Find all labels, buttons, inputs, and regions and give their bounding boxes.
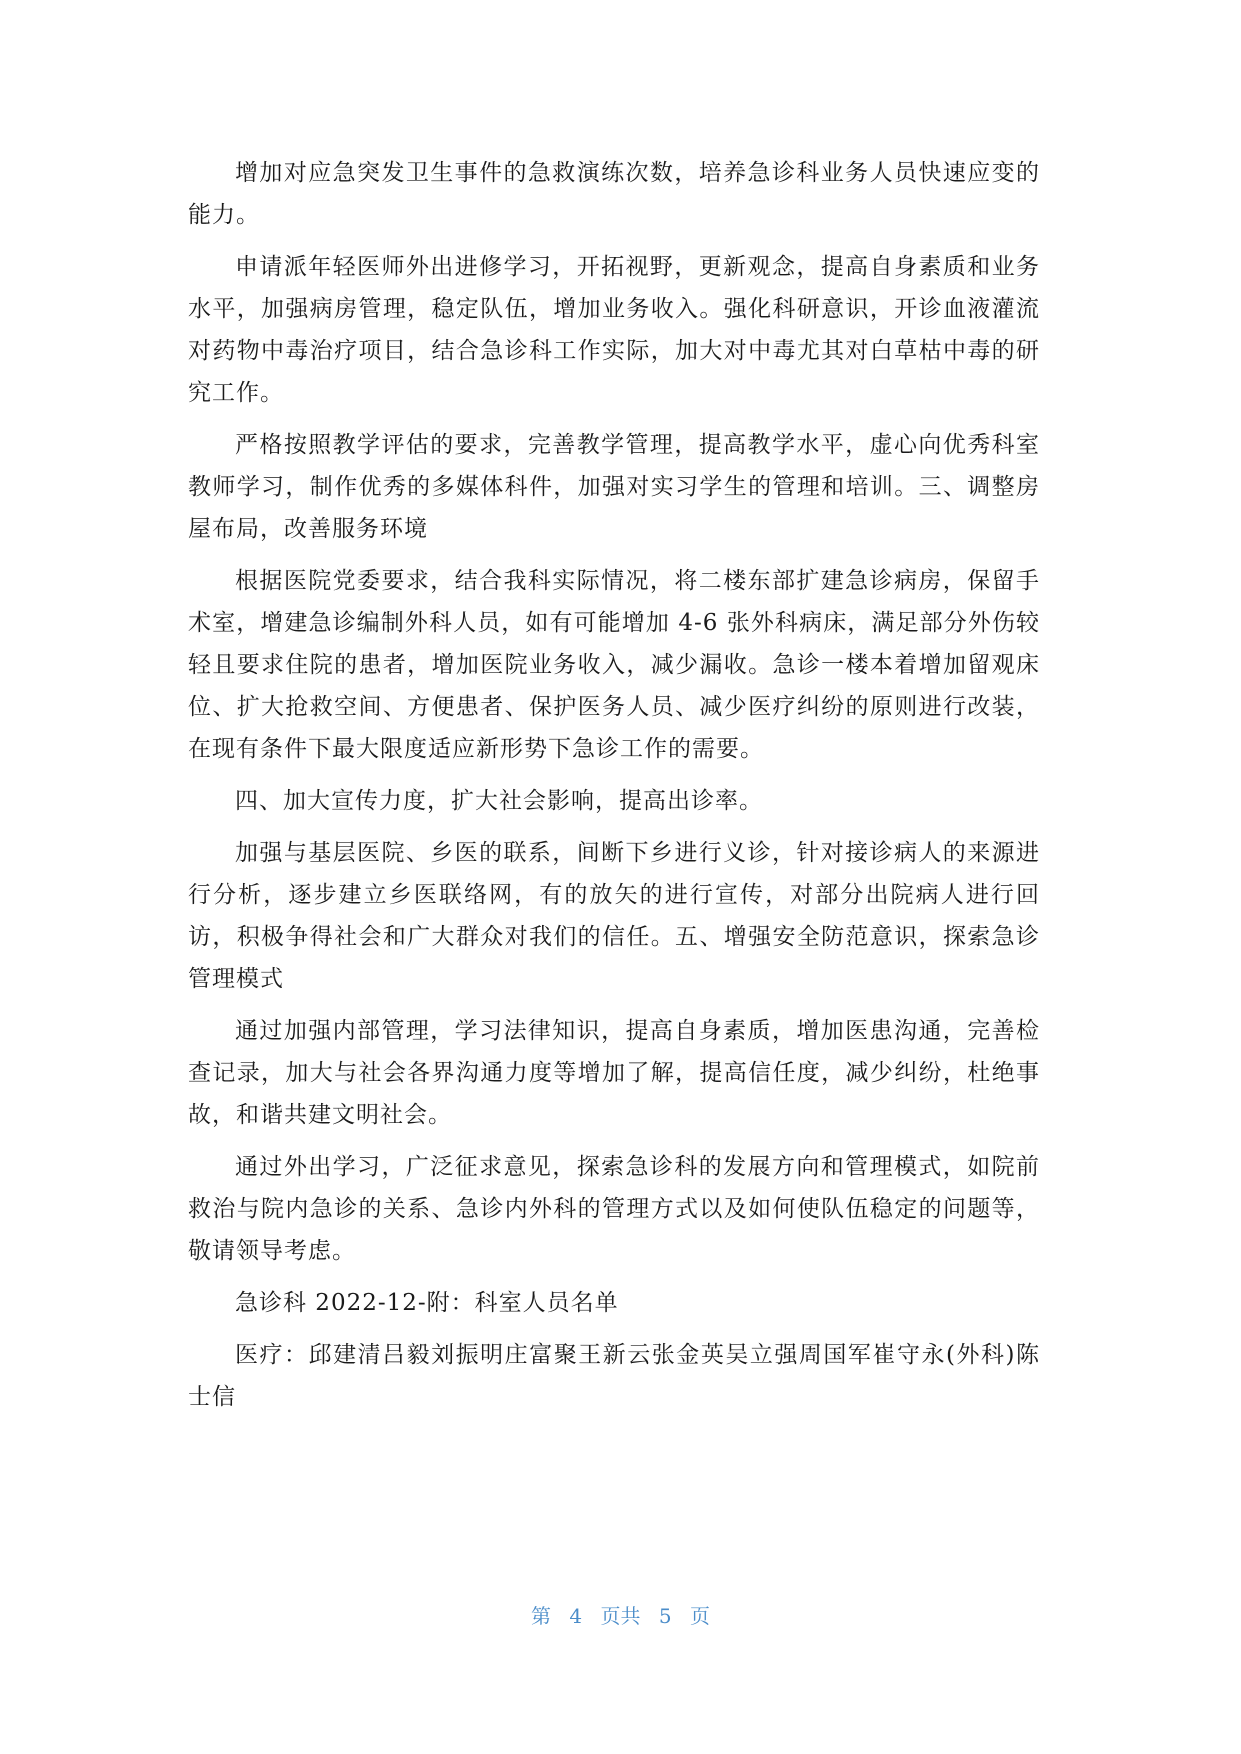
paragraph-drill: 增加对应急突发卫生事件的急救演练次数，培养急诊科业务人员快速应变的能力。 xyxy=(188,160,1040,228)
paragraph-teaching: 严格按照教学评估的要求，完善教学管理，提高教学水平，虚心向优秀科室教师学习，制作优秀的多媒体科件，加强对实习学生的管理和培训。三、调整房屋布局，改善服务环境 xyxy=(188,432,1040,542)
footer-label-page: 第 xyxy=(531,1604,552,1628)
footer-label-pages: 页 xyxy=(689,1604,710,1628)
paragraph-outreach: 加强与基层医院、乡医的联系，间断下乡进行义诊，针对接诊病人的来源进行分析，逐步建立乡医联络网，有的放矢的进行宣传，对部分出院病人进行回访，积极争得社会和广大群众对我们的信任。五、增强安全防范意识，探索急诊管理模式 xyxy=(188,840,1040,992)
paragraph-signature: 急诊科 2022-12-附：科室人员名单 xyxy=(235,1290,619,1316)
document-body xyxy=(188,152,1040,1428)
paragraph-staff-list: 医疗：邱建清吕毅刘振明庄富聚王新云张金英吴立强周国军崔守永(外科)陈士信 xyxy=(188,1342,1040,1410)
paragraph-training: 申请派年轻医师外出进修学习，开拓视野，更新观念，提高自身素质和业务水平，加强病房管理，稳定队伍，增加业务收入。强化科研意识，开诊血液灌流对药物中毒治疗项目，结合急诊科工作实际，加大对中毒尤其对白草枯中毒的研究工作。 xyxy=(188,254,1040,406)
section-heading-publicity: 四、加大宣传力度，扩大社会影响，提高出诊率。 xyxy=(235,788,763,814)
paragraph-layout: 根据医院党委要求，结合我科实际情况，将二楼东部扩建急诊病房，保留手术室，增建急诊编制外科人员，如有可能增加 4-6 张外科病床，满足部分外伤较轻且要求住院的患者，增加医院业务收入，减少漏收。急诊一楼本着增加留观床位、扩大抢救空间、方便患者、保护医务人员、减少医疗纠纷的原则进行改装，在现有条件下最大限度适应新形势下急诊工作的需要。 xyxy=(188,568,1040,762)
page-footer xyxy=(0,1600,1241,1629)
paragraph-study: 通过外出学习，广泛征求意见，探索急诊科的发展方向和管理模式，如院前救治与院内急诊的关系、急诊内外科的管理方式以及如何使队伍稳定的问题等，敬请领导考虑。 xyxy=(188,1154,1040,1264)
footer-current-page: 4 xyxy=(569,1604,583,1628)
footer-total-pages: 5 xyxy=(658,1604,672,1628)
footer-label-of: 页共 xyxy=(600,1604,641,1628)
paragraph-management: 通过加强内部管理，学习法律知识，提高自身素质，增加医患沟通，完善检查记录，加大与社会各界沟通力度等增加了解，提高信任度，减少纠纷，杜绝事故，和谐共建文明社会。 xyxy=(188,1018,1040,1128)
